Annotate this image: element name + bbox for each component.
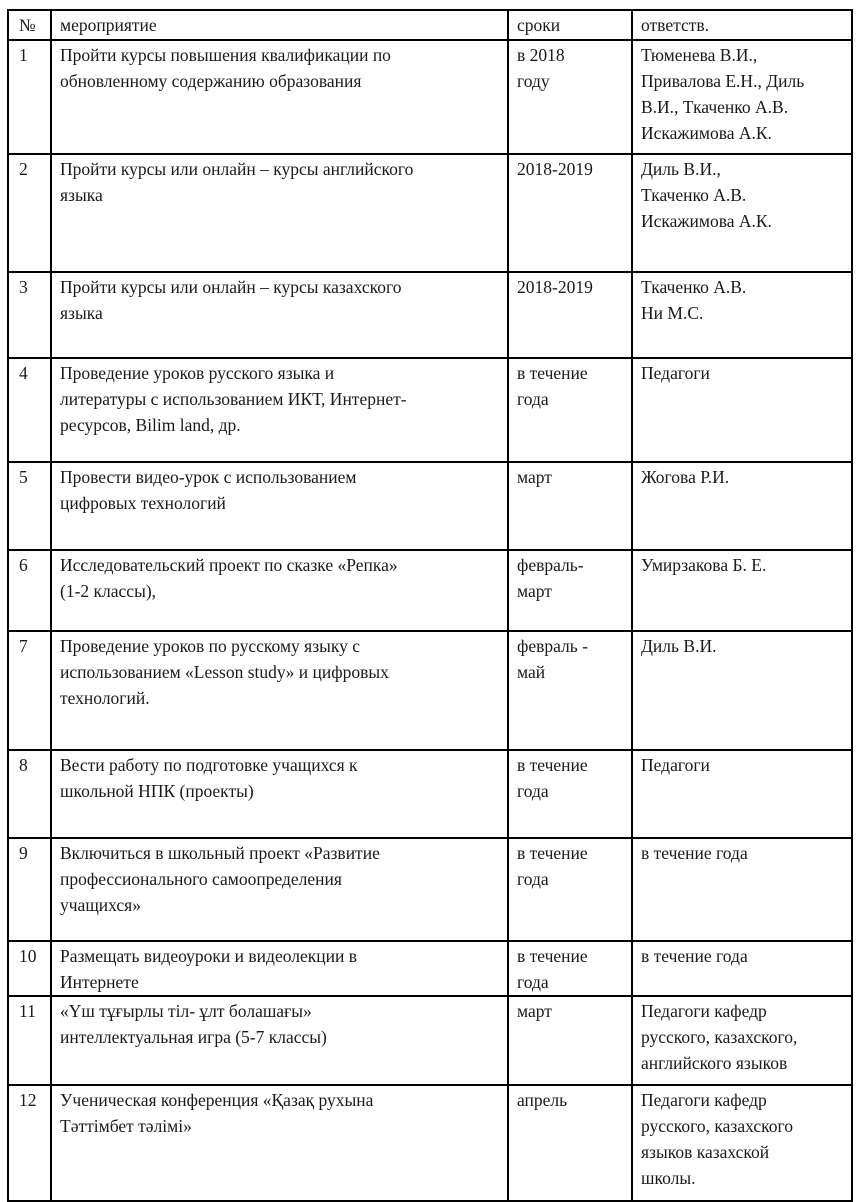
row-number: 1 [8,40,51,154]
table-row [8,154,852,272]
events-plan-table [7,9,853,1202]
row-event: Исследовательский проект по сказке «Репка» (1-2 классы), [51,550,508,631]
row-event: Проведение уроков по русскому языку с использованием «Lesson study» и цифровых технологий. [51,631,508,750]
row-term: в течение года [508,358,632,462]
row-term: февраль - май [508,631,632,750]
row-term: февраль- март [508,550,632,631]
row-responsible: Педагоги кафедр русского, казахского, английского языков [632,996,852,1085]
table-row [8,1085,852,1201]
row-term: 2018-2019 [508,272,632,358]
row-responsible: Педагоги [632,358,852,462]
row-event: Пройти курсы или онлайн – курсы казахского языка [51,272,508,358]
table-row [8,40,852,154]
table-row [8,631,852,750]
row-event: Пройти курсы повышения квалификации по обновленному содержанию образования [51,40,508,154]
row-responsible: Тюменева В.И., Привалова Е.Н., Диль В.И., Ткаченко А.В. Искажимова А.К. [632,40,852,154]
row-term: март [508,996,632,1085]
row-responsible: в течение года [632,941,852,996]
row-event: Включиться в школьный проект «Развитие профессионального самоопределения учащихся» [51,838,508,941]
header-responsible: ответств. [632,10,852,40]
row-number: 7 [8,631,51,750]
row-number: 10 [8,941,51,996]
row-event: Проведение уроков русского языка и литературы с использованием ИКТ, Интернет- ресурсов, Bilim land, др. [51,358,508,462]
row-number: 5 [8,462,51,550]
row-responsible: Умирзакова Б. Е. [632,550,852,631]
table-row [8,272,852,358]
row-number: 11 [8,996,51,1085]
table-row [8,750,852,838]
row-number: 2 [8,154,51,272]
row-number: 6 [8,550,51,631]
row-term: в течение года [508,750,632,838]
row-responsible: Педагоги [632,750,852,838]
row-event: Ученическая конференция «Қазақ рухына Тәттімбет тәлімі» [51,1085,508,1201]
row-event: Вести работу по подготовке учащихся к школьной НПК (проекты) [51,750,508,838]
row-responsible: Жогова Р.И. [632,462,852,550]
row-event: Пройти курсы или онлайн – курсы английского языка [51,154,508,272]
row-responsible: Педагоги кафедр русского, казахского языков казахской школы. [632,1085,852,1201]
row-responsible: Ткаченко А.В. Ни М.С. [632,272,852,358]
row-number: 3 [8,272,51,358]
row-number: 9 [8,838,51,941]
row-event: Провести видео-урок с использованием цифровых технологий [51,462,508,550]
row-number: 12 [8,1085,51,1201]
row-responsible: Диль В.И. [632,631,852,750]
header-number: № [8,10,51,40]
table-row [8,941,852,996]
table-row [8,996,852,1085]
row-number: 4 [8,358,51,462]
row-term: апрель [508,1085,632,1201]
table-row [8,550,852,631]
table-header-row [8,10,852,40]
row-number: 8 [8,750,51,838]
table-row [8,462,852,550]
row-term: 2018-2019 [508,154,632,272]
header-term: сроки [508,10,632,40]
row-term: март [508,462,632,550]
table-row [8,838,852,941]
row-term: в течение года [508,838,632,941]
header-event: мероприятие [51,10,508,40]
row-event: «Үш тұғырлы тіл- ұлт болашағы» интеллектуальная игра (5-7 классы) [51,996,508,1085]
row-event: Размещать видеоуроки и видеолекции в Интернете [51,941,508,996]
row-term: в течение года [508,941,632,996]
table-row [8,358,852,462]
row-responsible: в течение года [632,838,852,941]
row-responsible: Диль В.И., Ткаченко А.В. Искажимова А.К. [632,154,852,272]
row-term: в 2018 году [508,40,632,154]
